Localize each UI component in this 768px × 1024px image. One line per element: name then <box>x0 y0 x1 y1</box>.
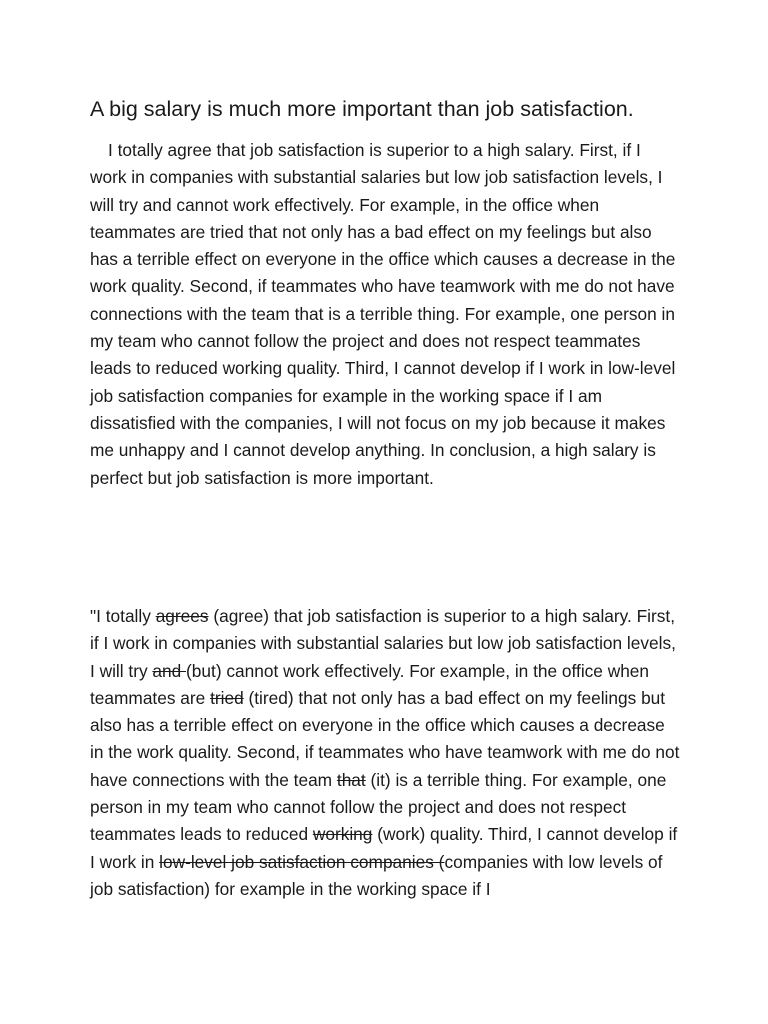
corrected-text: (but) cannot work effectively. For example, in the office when teammates are <box>90 660 650 708</box>
essay-paragraph: I totally agree that job satisfaction is superior to a high salary. First, if I work in companies with substantial salaries but low job satisfaction levels, I will try and cannot work effectively. For example, in the office when teammates are tried that not only has a bad effect on my feelings but also has a terrible effect on everyone in the office which causes a decrease in the work quality. Second, if teammates who have teamwork with me do not have connections with the team that is a terrible thing. For example, one person in my team who cannot follow the project and does not respect teammates leads to reduced working quality. Third, I cannot develop if I work in low-level job satisfaction companies for example in the working space if I am dissatisfied with the companies, I will not focus on my job because it makes me unhappy and I cannot develop anything. In conclusion, a high salary is perfect but job satisfaction is more important. <box>90 140 676 488</box>
corrected-text: companies with low levels of job satisfaction) for example in the working space if I <box>90 851 663 899</box>
corrected-text: (agree) that job satisfaction is superior to a high salary. First, if I work in companies with substantial salaries but low job satisfaction levels, I will try <box>90 606 676 681</box>
corrected-paragraph <box>90 603 680 903</box>
struck-word: low-level job satisfaction companies ( <box>159 851 445 872</box>
corrected-text: "I totally <box>90 606 156 626</box>
corrected-text: (work) quality. Third, I cannot develop if I work in <box>90 824 678 872</box>
struck-word: agrees <box>155 606 209 626</box>
struck-word: that <box>336 769 366 790</box>
corrected-text: (tired) that not only has a bad effect on my feelings but also has a terrible effect on everyone in the office which causes a decrease in the work quality. Second, if teammates who have teamwork with me do not have connections with the team <box>90 687 680 790</box>
corrected-text: (it) is a terrible thing. For example, one person in my team who cannot follow the project and does not respect teammates leads to reduced <box>90 769 667 845</box>
struck-word: working <box>312 824 373 845</box>
struck-word: tried <box>210 687 244 708</box>
struck-word: and <box>152 660 187 681</box>
essay-title: A big salary is much more important than job satisfaction. <box>90 97 634 121</box>
